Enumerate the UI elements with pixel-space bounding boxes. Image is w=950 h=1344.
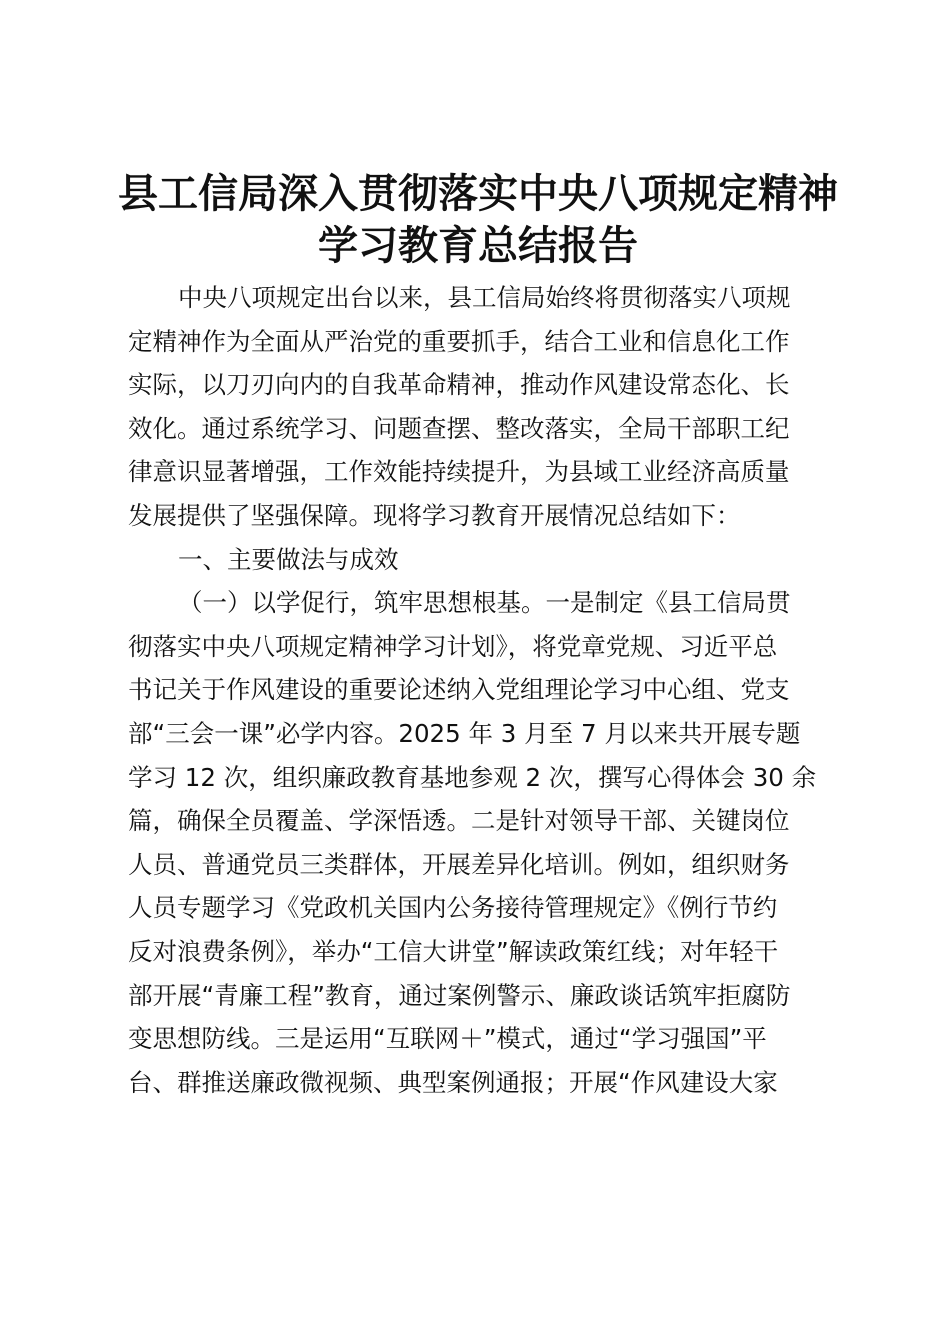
- paragraph-line: 实际，以刀刃向内的自我革命精神，推动作风建设常态化、长: [128, 370, 790, 400]
- paragraph-line: 效化。通过系统学习、问题查摆、整改落实，全局干部职工纪: [128, 413, 790, 443]
- paragraph-line: 部“三会一课”必学内容。2025 年 3 月至 7 月以来共开展专题: [128, 718, 801, 748]
- paragraph-line: 部开展“青廉工程”教育，通过案例警示、廉政谈话筑牢拒腐防: [128, 980, 791, 1010]
- paragraph-line: 书记关于作风建设的重要论述纳入党组理论学习中心组、党支: [128, 675, 790, 705]
- paragraph-line: 定精神作为全面从严治党的重要抓手，结合工业和信息化工作: [128, 326, 790, 356]
- paragraph-line: 变思想防线。三是运用“互联网＋”模式，通过“学习强国”平: [128, 1024, 767, 1054]
- paragraph-line: 反对浪费条例》，举办“工信大讲堂”解读政策红线；对年轻干: [128, 936, 779, 966]
- paragraph-line: 台、群推送廉政微视频、典型案例通报；开展“作风建设大家: [128, 1067, 778, 1097]
- paragraph-line: （一）以学促行，筑牢思想根基。一是制定《县工信局贯: [178, 588, 791, 618]
- document-body: [128, 276, 824, 1104]
- paragraph-line: 中央八项规定出台以来，县工信局始终将贯彻落实八项规: [178, 283, 791, 312]
- paragraph-line: 律意识显著增强，工作效能持续提升，为县域工业经济高质量: [128, 457, 790, 487]
- paragraph-line: 篇，确保全员覆盖、学深悟透。二是针对领导干部、关键岗位: [128, 806, 790, 836]
- paragraph-line: 学习 12 次，组织廉政教育基地参观 2 次，撰写心得体会 30 余: [128, 762, 817, 792]
- paragraph-line: 人员、普通党员三类群体，开展差异化培训。例如，组织财务: [128, 849, 790, 879]
- section-heading: 一、主要做法与成效: [178, 544, 399, 574]
- paragraph-line: 彻落实中央八项规定精神学习计划》，将党章党规、习近平总: [128, 631, 778, 661]
- paragraph-line: 人员专题学习《党政机关国内公务接待管理规定》《例行节约: [128, 893, 778, 923]
- document-title: 县工信局深入贯彻落实中央八项规定精神学习教育总结报告: [118, 171, 838, 269]
- paragraph-line: 发展提供了坚强保障。现将学习教育开展情况总结如下：: [128, 500, 741, 530]
